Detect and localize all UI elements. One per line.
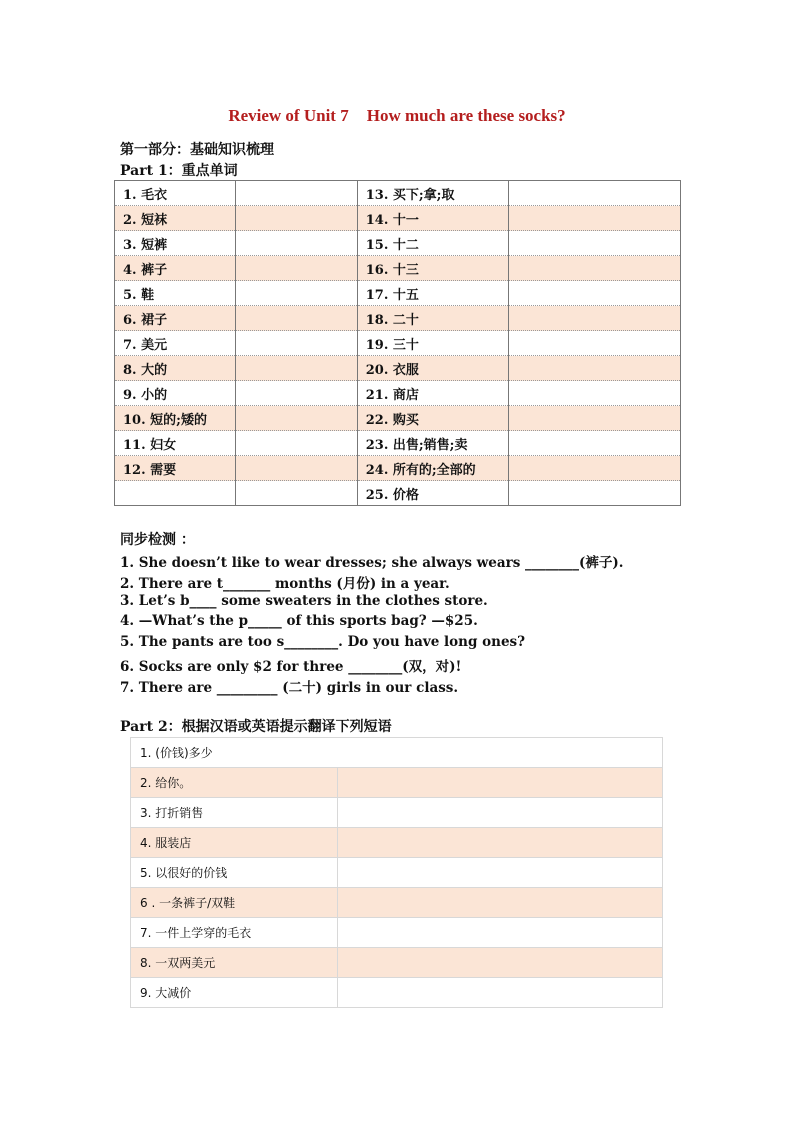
- phrase-row: [131, 918, 663, 948]
- vocab-row: [115, 431, 681, 456]
- vocab-prompt: 11. 妇女: [115, 431, 236, 456]
- vocab-answer-blank[interactable]: [509, 281, 681, 306]
- vocab-prompt: 15. 十二: [357, 231, 509, 256]
- phrase-answer-blank[interactable]: [338, 858, 663, 888]
- phrase-row: [131, 768, 663, 798]
- vocab-prompt: 14. 十一: [357, 206, 509, 231]
- phrases-table: [130, 737, 663, 1008]
- vocab-prompt: 9. 小的: [115, 381, 236, 406]
- phrase-answer-blank[interactable]: [338, 768, 663, 798]
- vocab-prompt: 17. 十五: [357, 281, 509, 306]
- page-title: [0, 106, 794, 126]
- vocab-row: [115, 231, 681, 256]
- sentence-3: 3. Let’s b____ some sweaters in the clothes store.: [120, 593, 488, 609]
- vocab-row: [115, 406, 681, 431]
- sentence-7: 7. There are _________ (二十) girls in our class.: [120, 680, 459, 696]
- vocab-prompt: 22. 购买: [357, 406, 509, 431]
- vocab-prompt: 18. 二十: [357, 306, 509, 331]
- phrase-prompt: 8. 一双两美元: [131, 948, 338, 978]
- phrase-row: [131, 888, 663, 918]
- vocab-answer-blank[interactable]: [235, 481, 357, 506]
- sentence-5: 5. The pants are too s________. Do you have long ones?: [120, 634, 526, 650]
- phrase-row: [131, 978, 663, 1008]
- phrase-prompt: 7. 一件上学穿的毛衣: [131, 918, 338, 948]
- vocab-answer-blank[interactable]: [509, 306, 681, 331]
- vocab-prompt: 7. 美元: [115, 331, 236, 356]
- phrase-prompt: 6 . 一条裤子/双鞋: [131, 888, 338, 918]
- vocab-row: [115, 281, 681, 306]
- vocab-prompt: 4. 裤子: [115, 256, 236, 281]
- vocab-prompt: 13. 买下;拿;取: [357, 181, 509, 206]
- vocab-prompt: 21. 商店: [357, 381, 509, 406]
- vocab-answer-blank[interactable]: [509, 406, 681, 431]
- phrase-answer-blank[interactable]: [338, 918, 663, 948]
- section-heading: 第一部分：基础知识梳理: [120, 142, 274, 158]
- phrase-row: [131, 798, 663, 828]
- vocab-prompt: 2. 短袜: [115, 206, 236, 231]
- vocab-prompt: 23. 出售;销售;卖: [357, 431, 509, 456]
- vocab-answer-blank[interactable]: [509, 331, 681, 356]
- vocab-row: [115, 206, 681, 231]
- phrase-answer-blank[interactable]: [338, 828, 663, 858]
- phrase-prompt: 9. 大减价: [131, 978, 338, 1008]
- vocab-prompt: 5. 鞋: [115, 281, 236, 306]
- sentence-2: 2. There are t_______ months (月份) in a year.: [120, 576, 450, 592]
- phrase-prompt: 3. 打折销售: [131, 798, 338, 828]
- vocab-answer-blank[interactable]: [509, 381, 681, 406]
- vocab-answer-blank[interactable]: [235, 281, 357, 306]
- vocab-answer-blank[interactable]: [509, 231, 681, 256]
- vocab-row: [115, 456, 681, 481]
- vocab-row: [115, 181, 681, 206]
- phrase-prompt: 2. 给你。: [131, 768, 338, 798]
- phrase-row: [131, 948, 663, 978]
- vocab-answer-blank[interactable]: [235, 256, 357, 281]
- phrase-row: [131, 858, 663, 888]
- vocab-prompt: 8. 大的: [115, 356, 236, 381]
- vocab-answer-blank[interactable]: [509, 181, 681, 206]
- vocab-answer-blank[interactable]: [509, 256, 681, 281]
- vocabulary-table: [114, 180, 681, 506]
- vocab-answer-blank[interactable]: [235, 231, 357, 256]
- vocab-answer-blank[interactable]: [509, 206, 681, 231]
- vocab-answer-blank[interactable]: [235, 306, 357, 331]
- vocab-row: [115, 331, 681, 356]
- phrase-prompt: 5. 以很好的价钱: [131, 858, 338, 888]
- vocab-answer-blank[interactable]: [235, 406, 357, 431]
- vocab-row: [115, 381, 681, 406]
- vocab-prompt: 19. 三十: [357, 331, 509, 356]
- part2-heading: Part 2：根据汉语或英语提示翻译下列短语: [120, 719, 392, 735]
- vocab-prompt: 1. 毛衣: [115, 181, 236, 206]
- vocab-prompt: 25. 价格: [357, 481, 509, 506]
- sentence-6: 6. Socks are only $2 for three ________(双，对)!: [120, 659, 462, 675]
- phrase-row: [131, 738, 663, 768]
- phrase-answer-blank[interactable]: [338, 978, 663, 1008]
- title-part-a: Review of Unit 7: [228, 106, 349, 125]
- vocab-answer-blank[interactable]: [509, 456, 681, 481]
- sentence-1: 1. She doesn’t like to wear dresses; she always wears ________(裤子).: [120, 555, 624, 571]
- vocab-answer-blank[interactable]: [509, 431, 681, 456]
- vocab-prompt: 20. 衣服: [357, 356, 509, 381]
- vocab-prompt: 24. 所有的;全部的: [357, 456, 509, 481]
- vocab-row: [115, 356, 681, 381]
- phrase-row: [131, 828, 663, 858]
- vocab-prompt: 10. 短的;矮的: [115, 406, 236, 431]
- vocab-answer-blank[interactable]: [235, 181, 357, 206]
- vocab-prompt: 16. 十三: [357, 256, 509, 281]
- vocab-prompt: 3. 短裤: [115, 231, 236, 256]
- vocab-answer-blank[interactable]: [235, 206, 357, 231]
- vocab-prompt: 6. 裙子: [115, 306, 236, 331]
- vocab-answer-blank[interactable]: [235, 356, 357, 381]
- part1-heading: Part 1：重点单词: [120, 163, 238, 179]
- check-heading: 同步检测 ：: [120, 532, 195, 548]
- vocab-answer-blank[interactable]: [235, 331, 357, 356]
- phrase-answer-blank[interactable]: [338, 798, 663, 828]
- vocab-answer-blank[interactable]: [509, 481, 681, 506]
- phrase-prompt: 1. (价钱)多少: [131, 738, 663, 768]
- vocab-answer-blank[interactable]: [235, 431, 357, 456]
- vocab-prompt: [115, 481, 236, 506]
- vocab-row: [115, 256, 681, 281]
- vocab-answer-blank[interactable]: [235, 456, 357, 481]
- vocab-row: [115, 306, 681, 331]
- phrase-prompt: 4. 服装店: [131, 828, 338, 858]
- phrase-answer-blank[interactable]: [338, 948, 663, 978]
- vocab-answer-blank[interactable]: [509, 356, 681, 381]
- sentence-4: 4. —What’s the p_____ of this sports bag? —$25.: [120, 613, 478, 629]
- vocab-answer-blank[interactable]: [235, 381, 357, 406]
- title-part-b: How much are these socks?: [366, 106, 566, 125]
- phrase-answer-blank[interactable]: [338, 888, 663, 918]
- vocab-row: [115, 481, 681, 506]
- vocab-prompt: 12. 需要: [115, 456, 236, 481]
